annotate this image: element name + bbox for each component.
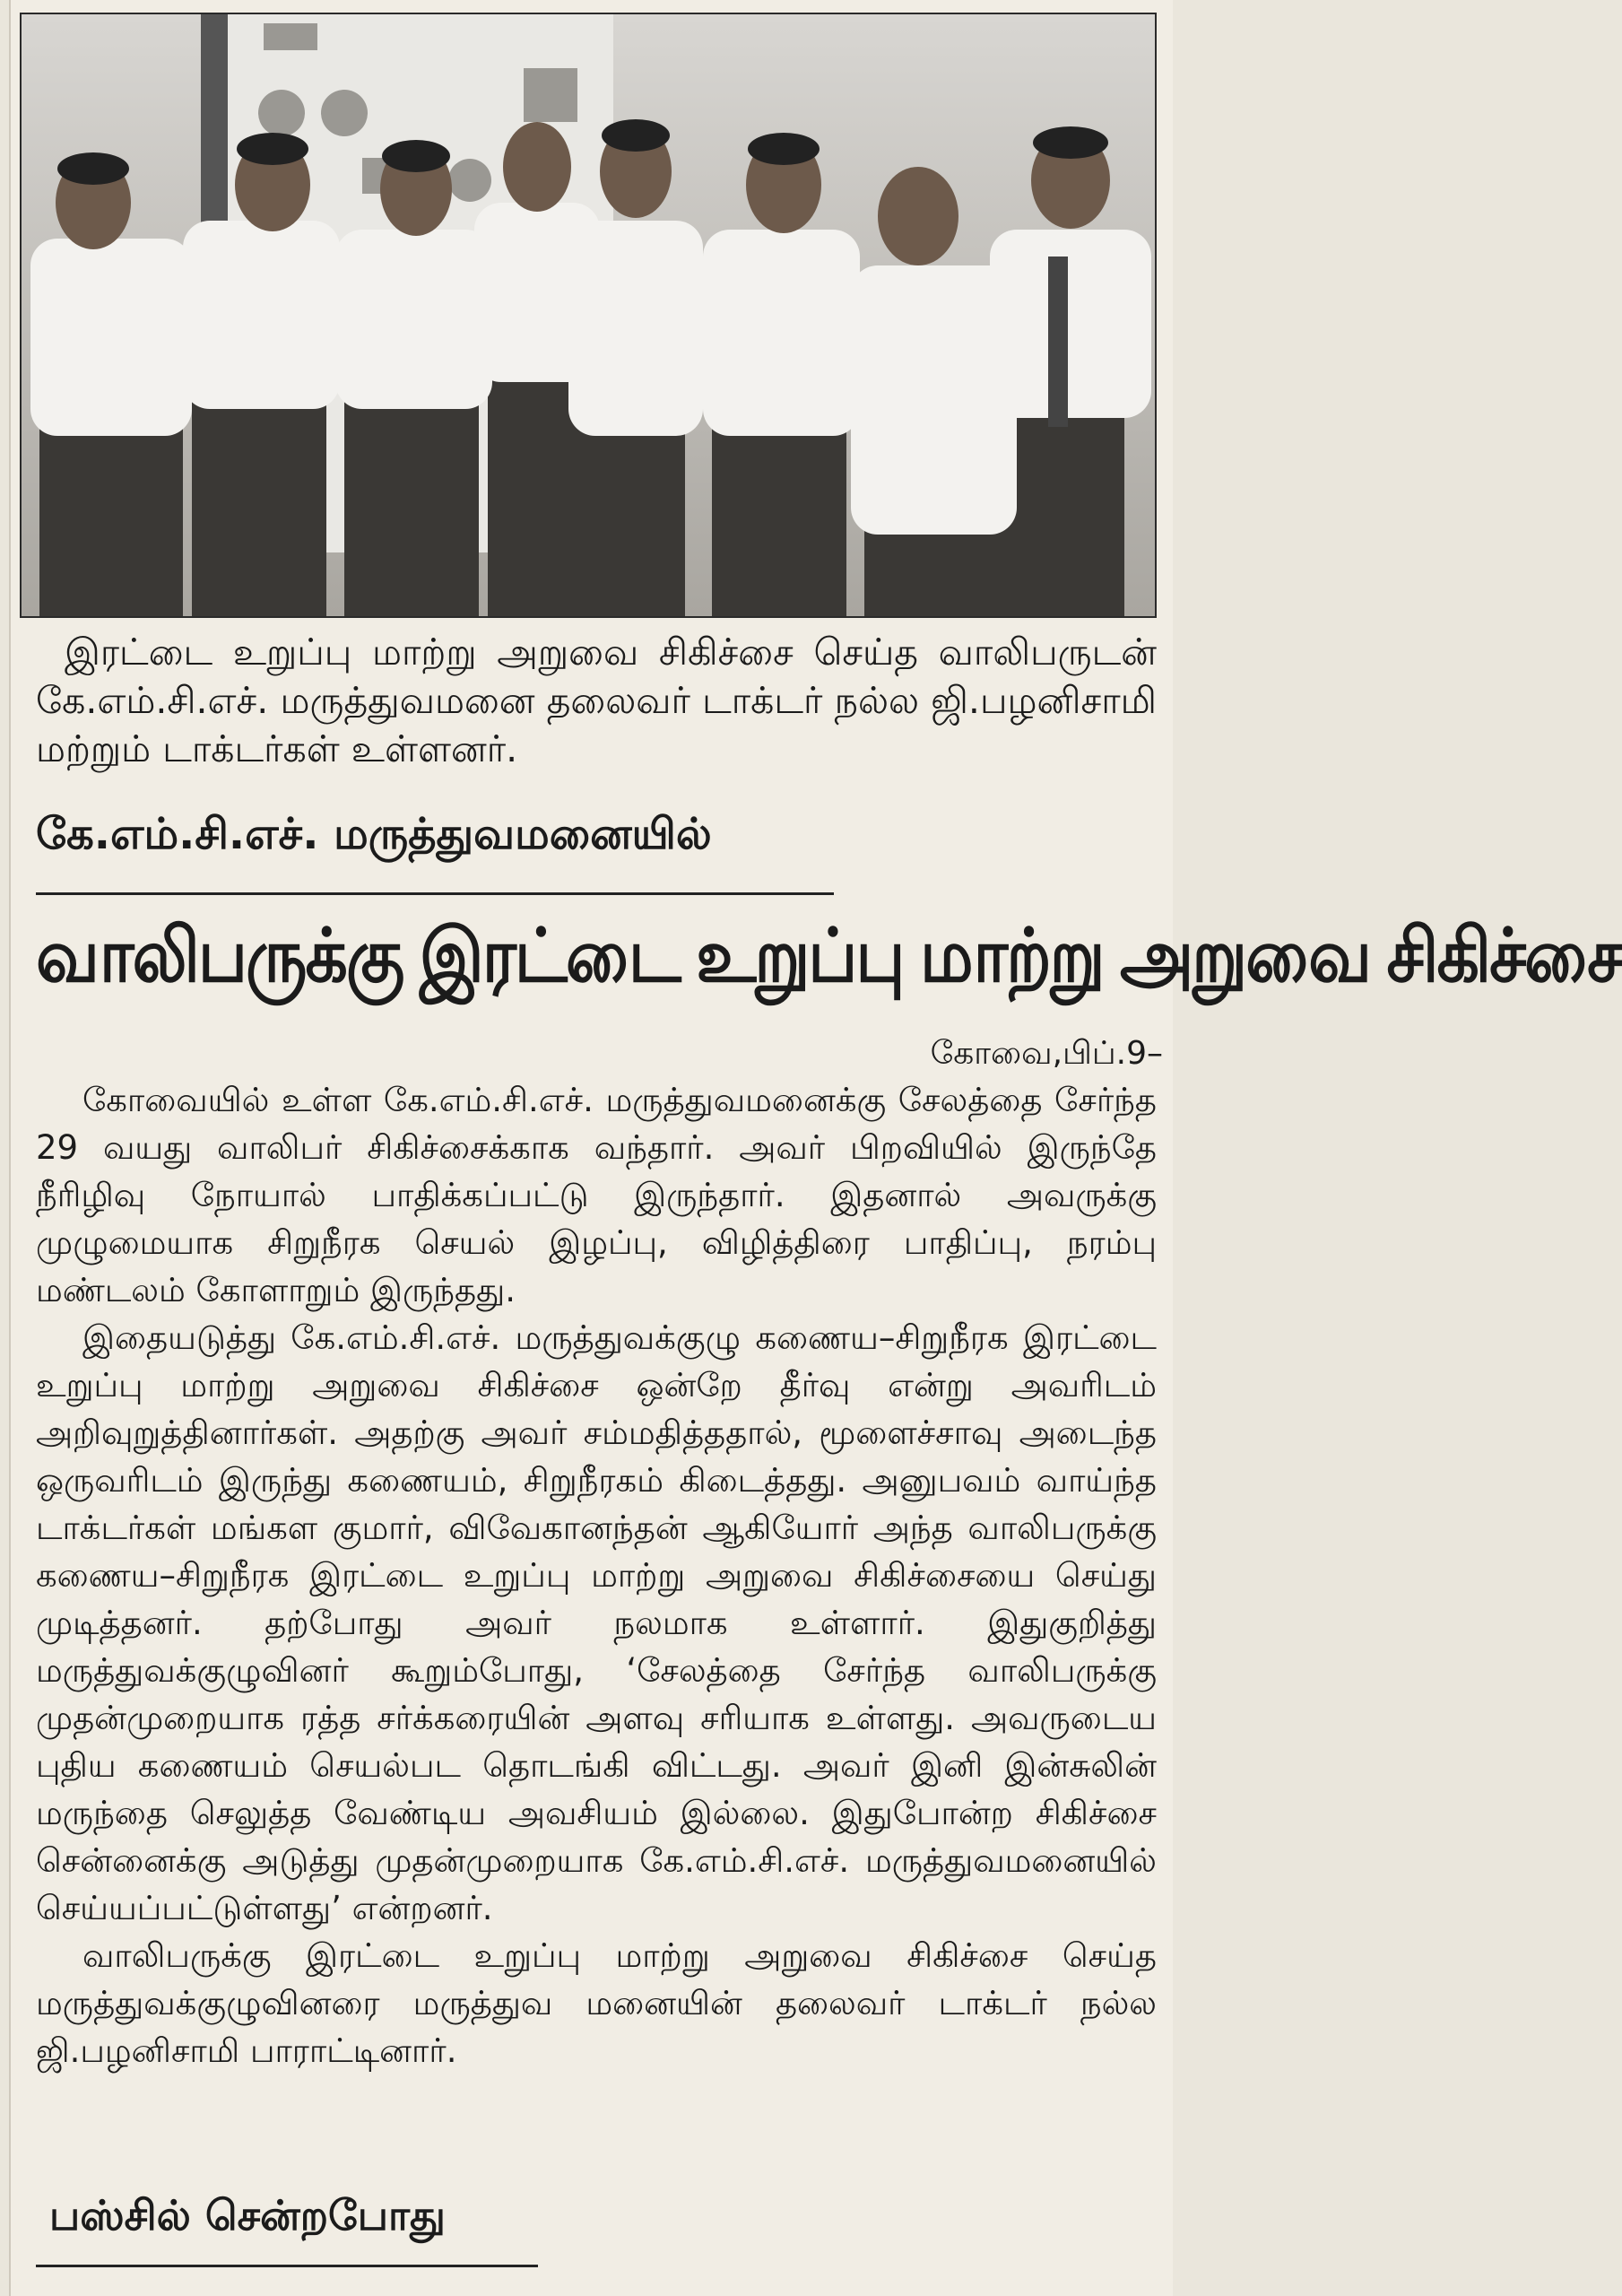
- article-headline: வாலிபருக்கு இரட்டை உறுப்பு மாற்று அறுவை சிகிச்சை: [36, 913, 1622, 997]
- article-body: [36, 1076, 1157, 2074]
- photo-caption: [36, 628, 1157, 773]
- kicker-rule: [36, 892, 834, 895]
- caption-text: இரட்டை உறுப்பு மாற்று அறுவை சிகிச்சை செய்த வாலிபருடன் கே.எம்.சி.எச். மருத்துவமனை தலைவர் டாக்டர் நல்ல ஜி.பழனிசாமி மற்றும் டாக்டர்கள் உள்ளனர்.: [36, 631, 1157, 770]
- article-paragraph: வாலிபருக்கு இரட்டை உறுப்பு மாற்று அறுவை சிகிச்சை செய்த மருத்துவக்குழுவினரை மருத்துவ மனையின் தலைவர் டாக்டர் நல்ல ஜி.பழனிசாமி பாராட்டினார்.: [36, 1936, 1157, 2070]
- article-paragraph: இதையடுத்து கே.எம்.சி.எச். மருத்துவக்குழு கணைய–சிறுநீரக இரட்டை உறுப்பு மாற்று அறுவை சிகிச்சை ஒன்றே தீர்வு என்று அவரிடம் அறிவுறுத்தினார்கள். அதற்கு அவர் சம்மதித்ததால், மூளைச்சாவு அடைந்த ஒருவரிடம் இருந்து கணையம், சிறுநீரகம் கிடைத்தது. அனுபவம் வாய்ந்த டாக்டர்கள் மங்கள குமார், விவேகானந்தன் ஆகியோர் அந்த வாலிபருக்கு கணைய–சிறுநீரக இரட்டை உறுப்பு மாற்று அறுவை சிகிச்சையை செய்து முடித்தனர். தற்போது அவர் நலமாக உள்ளார். இதுகுறித்து மருத்துவக்குழுவினர் கூறும்போது, ‘சேலத்தை சேர்ந்த வாலிபருக்கு முதன்முறையாக ரத்த சர்க்கரையின் அளவு சரியாக உள்ளது. அவருடைய புதிய கணையம் செயல்பட தொடங்கி விட்டது. அவர் இனி இன்சுலின் மருந்தை செலுத்த வேண்டிய அவசியம் இல்லை. இதுபோன்ற சிகிச்சை சென்னைக்கு அடுத்து முதன்முறையாக கே.எம்.சி.எச். மருத்துவமனையில் செய்யப்பட்டுள்ளது’ என்றனர்.: [36, 1318, 1157, 1927]
- article-paragraph: கோவையில் உள்ள கே.எம்.சி.எச். மருத்துவமனைக்கு சேலத்தை சேர்ந்த 29 வயது வாலிபர் சிகிச்சைக்காக வந்தார். அவர் பிறவியில் இருந்தே நீரிழிவு நோயால் பாதிக்கப்பட்டு இருந்தார். இதனால் அவருக்கு முழுமையாக சிறுநீரக செயல் இழப்பு, விழித்திரை பாதிப்பு, நரம்பு மண்டலம் கோளாறும் இருந்தது.: [36, 1081, 1157, 1309]
- next-article-kicker: பஸ்சில் சென்றபோது: [49, 2191, 446, 2239]
- article-kicker: கே.எம்.சி.எச். மருத்துவமனையில்: [36, 809, 712, 859]
- article-dateline: கோவை,பிப்.9–: [930, 1035, 1163, 1072]
- group-photo-illustration: [22, 14, 1155, 616]
- next-kicker-rule: [36, 2265, 538, 2267]
- group-photo: [20, 13, 1157, 618]
